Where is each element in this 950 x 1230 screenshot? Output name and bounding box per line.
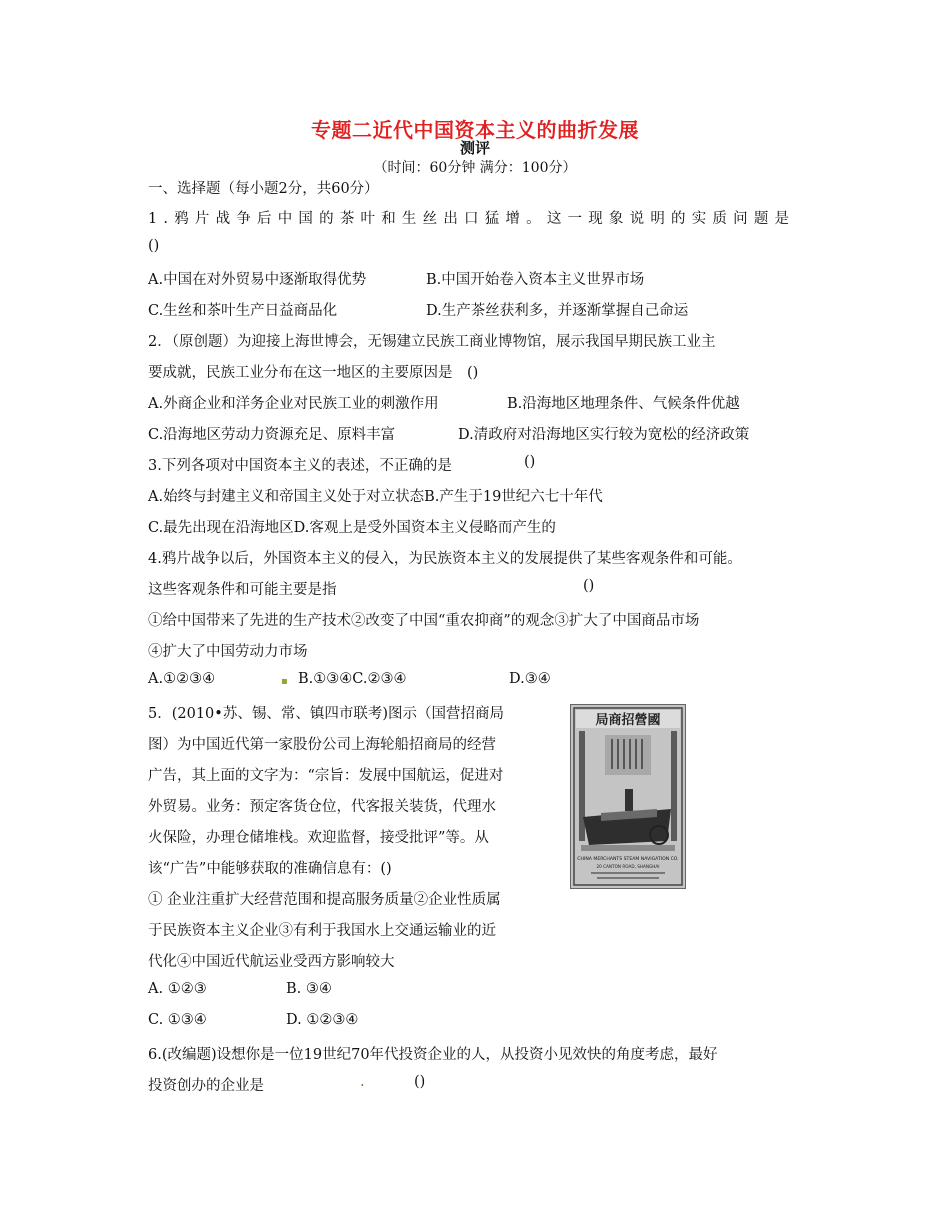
q4-items-line2: ④扩大了中国劳动力市场	[148, 644, 308, 660]
q4-options-bc: B.①③④C.②③④	[298, 671, 407, 687]
q5-line9: 代化④中国近代航运业受西方影响较大	[148, 954, 395, 970]
q2-option-c: C.沿海地区劳动力资源充足、原料丰富	[148, 427, 396, 443]
q1-option-b: B.中国开始卷入资本主义世界市场	[426, 272, 645, 288]
q5-option-d: D. ①②③④	[286, 1012, 359, 1028]
page-subtitle: 测评	[459, 139, 490, 157]
q5-line1: 5．(2010•苏、锡、常、镇四市联考)图示（国营招商局	[148, 706, 504, 722]
section-heading: 一、选择题（每小题2分，共60分）	[148, 181, 379, 197]
q6-stem-line1: 6.(改编题)设想你是一位19世纪70年代投资企业的人，从投资小见效快的角度考虑，最好	[148, 1047, 718, 1063]
q5-option-a: A. ①②③	[148, 981, 207, 997]
q1-stem-line2: ()	[148, 238, 160, 254]
q4-option-d: D.③④	[509, 671, 551, 687]
q6-dot: .	[360, 1074, 365, 1090]
q5-option-c: C. ①③④	[148, 1012, 207, 1028]
q5-line2: 图）为中国近代第一家股份公司上海轮船招商局的经营	[148, 737, 496, 753]
q1-option-a: A.中国在对外贸易中逐渐取得优势	[148, 272, 367, 288]
q3-paren: ()	[524, 454, 536, 470]
poster-caption-1: CHINA MERCHANTS STEAM NAVIGATION CO.	[577, 857, 679, 862]
q3-options-ab: A.始终与封建主义和帝国主义处于对立状态B.产生于19世纪六七十年代	[148, 489, 603, 505]
q4-option-a: A.①②③④	[148, 671, 216, 687]
q2-option-a: A.外商企业和洋务企业对民族工业的刺激作用	[148, 396, 439, 412]
q4-stem-line2: 这些客观条件和可能主要是指	[148, 582, 337, 598]
q5-line5: 火保险，办理仓储堆栈。欢迎监督，接受批评”等。从	[148, 830, 489, 846]
q3-options-cd: C.最先出现在沿海地区D.客观上是受外国资本主义侵略而产生的	[148, 520, 556, 536]
q1-option-d: D.生产茶丝获利多，并逐渐掌握自己命运	[426, 303, 689, 319]
q5-option-b: B. ③④	[286, 981, 332, 997]
q6-paren: ()	[414, 1074, 426, 1090]
ship-advertisement-image	[570, 704, 686, 889]
q5-line6: 该“广告”中能够获取的准确信息有：()	[148, 861, 392, 877]
decorative-dot: ▪	[281, 676, 288, 687]
q4-paren: ()	[583, 578, 595, 594]
q1-option-c: C.生丝和茶叶生产日益商品化	[148, 303, 338, 319]
q2-option-b: B.沿海地区地理条件、气候条件优越	[507, 396, 740, 412]
q5-line7: ① 企业注重扩大经营范围和提高服务质量②企业性质属	[148, 892, 501, 908]
q5-line4: 外贸易。业务：预定客货仓位，代客报关装货，代理水	[148, 799, 496, 815]
q1-stem-line1: 1.鸦片战争后中国的茶叶和生丝出口猛增。这一现象说明的实质问题是	[148, 211, 796, 227]
q4-stem-line1: 4.鸦片战争以后，外国资本主义的侵入，为民族资本主义的发展提供了某些客观条件和可能。	[148, 551, 742, 567]
q2-stem-line1: 2．（原创题）为迎接上海世博会，无锡建立民族工商业博物馆，展示我国早期民族工业主	[148, 334, 716, 350]
steamship-poster-illustration	[571, 705, 685, 888]
q6-stem-line2: 投资创办的企业是	[148, 1078, 264, 1094]
exam-meta: （时间：60分钟 满分：100分）	[373, 160, 577, 176]
q5-line3: 广告，其上面的文字为：“宗旨：发展中国航运，促进对	[148, 768, 504, 784]
q3-stem: 3.下列各项对中国资本主义的表述，不正确的是	[148, 458, 452, 474]
q2-option-d: D.清政府对沿海地区实行较为宽松的经济政策	[458, 427, 750, 443]
page-title: 专题二近代中国资本主义的曲折发展	[311, 118, 639, 142]
q4-items-line1: ①给中国带来了先进的生产技术②改变了中国“重农抑商”的观念③扩大了中国商品市场	[148, 613, 700, 629]
poster-caption-2: 20 CANTON ROAD, SHANGHAI	[596, 864, 660, 869]
q2-stem-line2: 要成就，民族工业分布在这一地区的主要原因是 ()	[148, 365, 479, 381]
q5-line8: 于民族资本主义企业③有利于我国水上交通运输业的近	[148, 923, 496, 939]
poster-banner: 局商招營國	[595, 713, 661, 728]
